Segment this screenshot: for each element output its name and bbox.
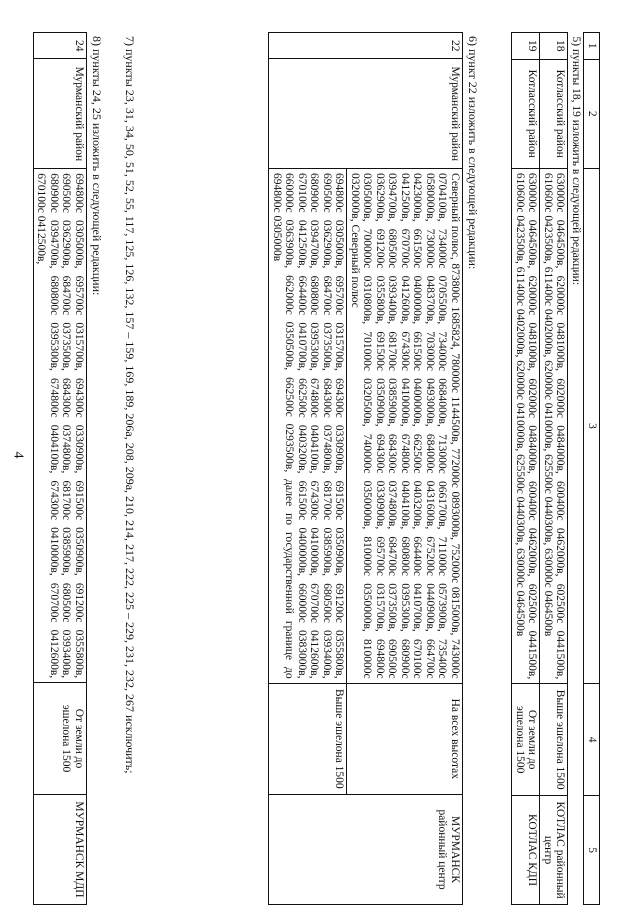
row-19-region: Котласский район	[512, 59, 540, 168]
row-18-center: КОТЛАС районный центр	[540, 796, 568, 905]
section-5-heading: 5) пункты 18, 19 изложить в следующей редакции:	[568, 33, 584, 905]
row-24-number: 24	[34, 33, 87, 59]
row-22-coords-b: 694800с 0305000в, 695700с 0315700в, 694300с 0330900в, 691500с 0350900в, 691200с 0355800в, 690500с 0362900в, 684700с 0373500в, 684300с 0374800в, 681700с 0385900в, 680500с 0393400в, 680900с 0394700в, 680800с 0395300в, 674800с 0404100в, 674300с 0410000в, 670700с 0412600в, 670100с 0412500в, 664400с 0410700в, 662500с 0403200в, 661500с 0400000в, 660000с 0383000в, 660000с 0363900в, 662000с 0350500в, 662500с 0293500в, далее по государственной границе до 694800с 0305000в	[269, 169, 347, 684]
row-19-coords: 630000с 0464500в, 620000с 0481000в, 602000с 0484000в, 600400с 0462000в, 602500с 0441500в, 610600с 0423500в, 611400с 0402000в, 620000с 0410000в, 625500с 0440300в, 630000с 0464500в	[512, 168, 540, 683]
col-header-1: 1	[584, 33, 600, 60]
row-19-number: 19	[512, 33, 540, 60]
table-row-19	[512, 33, 540, 905]
table-row-22a	[347, 33, 463, 905]
row-22-region: Мурманский район	[269, 59, 463, 169]
col-header-3: 3	[584, 168, 600, 683]
row-18-altitude: Выше эшелона 1500	[540, 684, 568, 796]
row-24-altitude: От земли до эшелона 1500	[34, 683, 87, 795]
row-22-coords-a: Северный полюс, 873800с 1685824, 780000с 1144500в, 772000с 0893000в, 752000с 0815000в, 743000с 0704100в, 734000с 0705500в, 734000с 0684000в, 713000с 0661700в, 711000с 0573900в, 735400с 0580000в, 730000с 0483700в, 703000с 0493000в, 684000с 0431600в, 675200с 0440900в, 664700с 0423000в, 661500с 0400000в, 661500с 0400000в, 662500с 0403200в, 664400с 0410700в, 670100с 0412500в, 670700с 0412600в, 674300с 0410000в, 674800с 0404100в, 680800с 0395300в, 680900с 0394700в, 680500с 0393400в, 681700с 0385900в, 684300с 0374800в, 684700с 0373500в, 690500с 0362900в, 691200с 0355800в, 691500с 0350900в, 694300с 0330900в, 695700с 0315700в, 694800с 0305000в, 700000с 0310800в, 701000с 0320500в, 740000с 0350000в, 810000с 0350000в, 810000с 0320000в, Северный полюс	[347, 169, 463, 684]
section-5-heading-row	[568, 33, 584, 905]
section-8-heading: 8) пункты 24, 25 изложить в следующей редакции:	[90, 36, 104, 296]
col-header-2: 2	[584, 59, 600, 168]
page-number: 4	[10, 451, 26, 459]
table-row-24-block	[33, 32, 87, 905]
section-6-heading: 6) пункт 22 изложить в следующей редакции:	[466, 36, 480, 270]
row-18-coords: 630000с 0464500в, 620000с 0481000в, 602000с 0484000в, 600400с 0462000в, 602500с 0441500в, 610600с 0423500в, 611400с 0402000в, 620000с 0410000в, 625500с 0440300в, 630000с 0464500в	[540, 168, 568, 683]
col-header-4: 4	[584, 684, 600, 796]
row-22-center: МУРМАНСК районный центр	[269, 795, 463, 905]
col-header-5: 5	[584, 796, 600, 905]
table-row-22-block	[269, 32, 464, 905]
row-22-altitude-a: На всех высотах	[347, 683, 463, 794]
row-18-number: 18	[540, 33, 568, 60]
row-18-region: Котласский район	[540, 59, 568, 168]
row-22-number: 22	[269, 33, 463, 59]
note-7: 7) пункты 23, 31, 34, 50, 51, 52, 55, 117, 125, 126, 132, 157 – 159, 169, 189, 206а, 208, 209а, 210, 214, 217, 222, 225 – 229, 231, 232, 267 исключить;	[123, 36, 137, 774]
table-row-18	[540, 33, 568, 905]
table-header-row	[584, 33, 600, 905]
row-19-altitude: От земли до эшелона 1500	[512, 684, 540, 796]
table-row-24	[34, 33, 87, 905]
row-24-region: Мурманский район	[34, 59, 87, 169]
row-24-coords: 694800с 0305000в, 695700с 0315700в, 694300с 0330900в, 691500с 0350900в, 691200с 0355800в, 690500с 0362900в, 684700с 0373500в, 684300с 0374800в, 681700с 0385900в, 680500с 0393400в, 680900с 0394700в, 680800с 0395300в, 674800с 0404100в, 674300с 0410000в, 670700с 0412600в, 670100с 0412500в,	[34, 169, 87, 683]
row-24-center: МУРМАНСК МДП	[34, 794, 87, 904]
table-rows-18-19	[512, 32, 601, 905]
row-22-altitude-b: Выше эшелона 1500	[269, 683, 347, 794]
row-19-center: КОТЛАС КДП	[512, 796, 540, 905]
